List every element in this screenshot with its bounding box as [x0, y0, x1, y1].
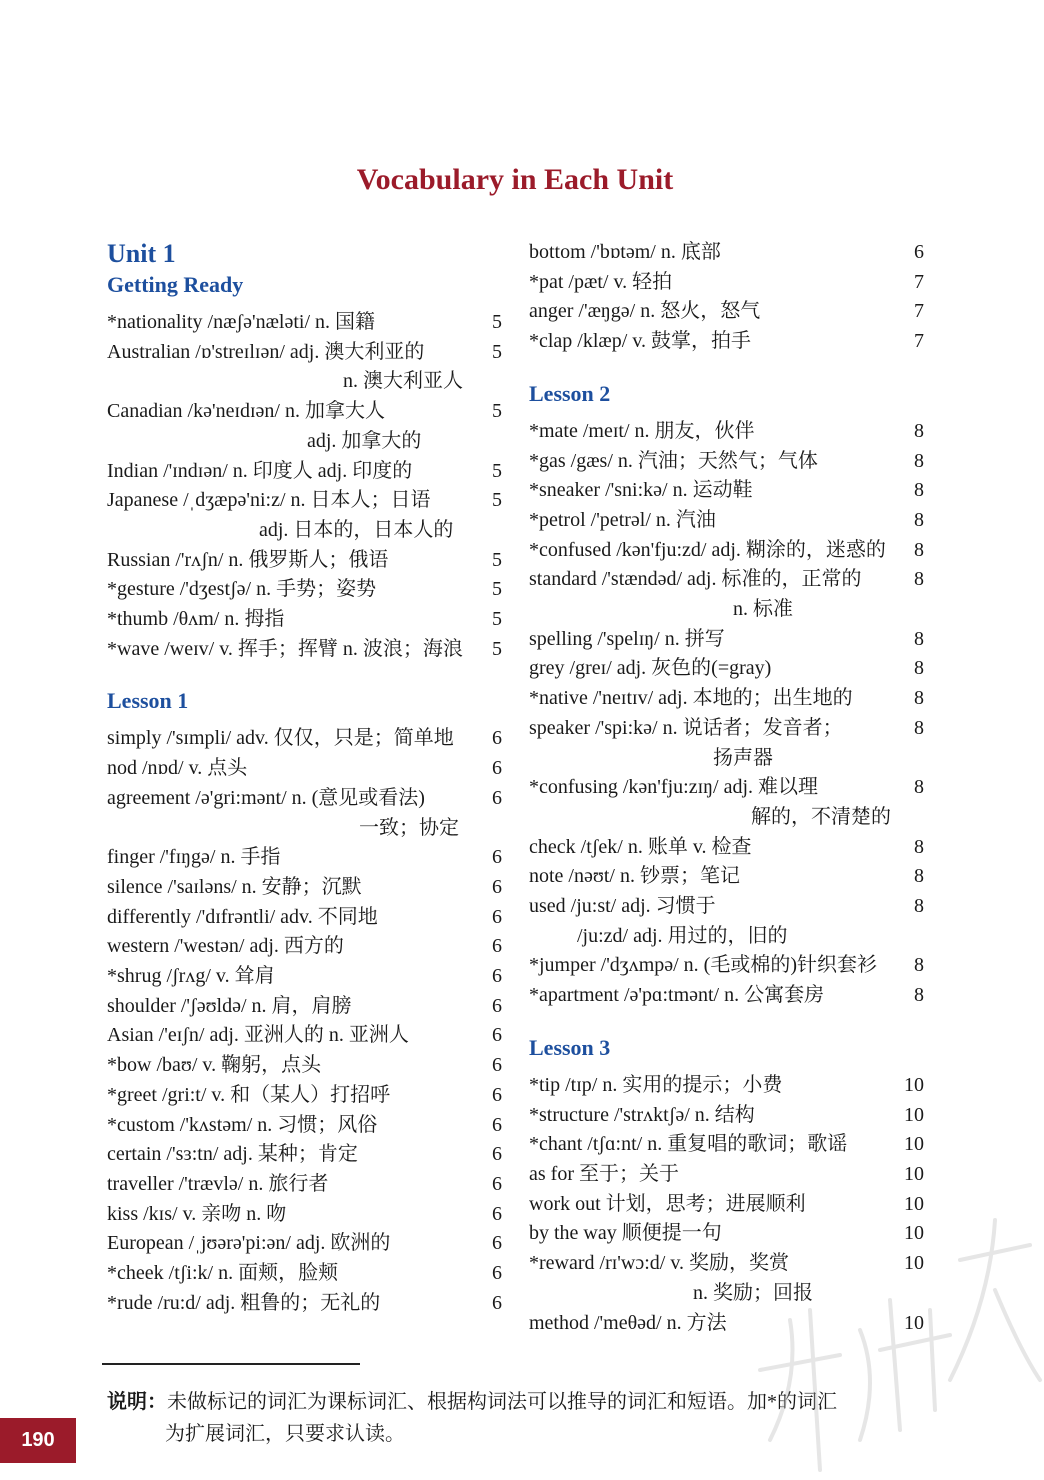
section-heading: Lesson 3	[529, 1034, 611, 1060]
vocab-entry	[107, 754, 502, 784]
vocab-word-definition: simply /'sɪmpli/ adv. 仅仅，只是；简单地	[107, 727, 454, 750]
vocab-word-definition: certain /'sɜ:tn/ adj. 某种；肯定	[107, 1143, 358, 1166]
vocab-entry	[107, 784, 502, 843]
section-heading: Lesson 2	[529, 380, 611, 406]
vocab-entry	[107, 1111, 502, 1141]
vocab-word-definition: *chant /tʃɑ:nt/ n. 重复唱的歌词；歌谣	[529, 1133, 848, 1156]
vocab-list	[529, 417, 924, 1011]
vocab-word-definition: *pat /pæt/ v. 轻拍	[529, 270, 673, 293]
vocab-entry	[107, 992, 502, 1022]
unit-heading: Unit 1	[107, 239, 176, 268]
vocab-word-definition: Australian /ɒ'streɪlɪən/ adj. 澳大利亚的	[107, 340, 425, 363]
vocab-entry	[107, 724, 502, 754]
vocab-word-definition: agreement /ə'gri:mənt/ n. (意见或看法)	[107, 786, 425, 809]
vocab-page-ref: 5	[492, 459, 502, 482]
footnote-line-1: 未做标记的词汇为课标词汇、根据构词法可以推导的词汇和短语。加*的词汇	[167, 1391, 837, 1413]
vocab-word-definition: *petrol /'petrəl/ n. 汽油	[529, 508, 716, 531]
vocab-definition-continued: 解的，不清楚的	[751, 805, 891, 828]
vocab-word-definition: spelling /'spelɪŋ/ n. 拼写	[529, 627, 725, 650]
vocab-word-definition: *thumb /θʌm/ n. 拇指	[107, 608, 285, 631]
vocab-entry	[529, 981, 924, 1011]
vocab-column-left	[107, 238, 502, 1319]
vocab-definition-continued: 扬声器	[713, 746, 773, 769]
vocab-page-ref: 8	[914, 865, 924, 888]
vocab-entry	[529, 476, 924, 506]
vocab-entry	[107, 308, 502, 338]
vocab-page-ref: 5	[492, 400, 502, 423]
footnote-label: 说明：	[107, 1391, 167, 1413]
vocab-word-definition: *bow /baʊ/ v. 鞠躬，点头	[107, 1054, 322, 1077]
vocab-word-definition: *nationality /næʃə'næləti/ n. 国籍	[107, 311, 376, 333]
vocab-entry	[107, 1081, 502, 1111]
vocab-word-definition: by the way 顺便提一句	[529, 1222, 722, 1245]
vocab-entry	[107, 903, 502, 933]
vocab-entry	[529, 536, 924, 566]
vocab-definition-continued: 一致；协定	[359, 816, 459, 839]
vocab-page-ref: 10	[904, 1162, 924, 1185]
vocab-word-definition: *rude /ru:d/ adj. 粗鲁的；无礼的	[107, 1291, 381, 1314]
vocab-page-ref: 6	[914, 241, 924, 263]
vocab-page-ref: 6	[492, 875, 502, 898]
vocab-word-definition: *confused /kən'fju:zd/ adj. 糊涂的，迷惑的	[529, 538, 886, 561]
vocab-entry	[529, 654, 924, 684]
left-sections	[107, 270, 502, 1319]
vocab-page-ref: 8	[914, 627, 924, 650]
vocab-page-ref: 6	[492, 1054, 502, 1077]
vocab-page-ref: 8	[914, 657, 924, 680]
vocab-word-definition: *apartment /ə'pɑ:tmənt/ n. 公寓套房	[529, 984, 825, 1007]
vocab-page-ref: 7	[914, 330, 924, 353]
vocab-entry	[107, 1170, 502, 1200]
vocab-entry	[107, 932, 502, 962]
vocab-word-definition: *jumper /'dʒʌmpə/ n. (毛或棉的)针织套衫	[529, 954, 877, 977]
vocab-page-ref: 6	[492, 786, 502, 809]
vocab-entry	[107, 962, 502, 992]
vocab-entry	[107, 397, 502, 456]
vocab-page-ref: 6	[492, 1172, 502, 1195]
vocab-word-definition: *sneaker /'sni:kə/ n. 运动鞋	[529, 479, 753, 502]
vocab-word-definition: *gas /gæs/ n. 汽油；天然气；气体	[529, 449, 818, 472]
vocab-entry	[107, 1200, 502, 1230]
vocab-word-definition: *native /'neɪtɪv/ adj. 本地的；出生地的	[529, 687, 853, 710]
vocab-word-definition: *clap /klæp/ v. 鼓掌，拍手	[529, 330, 752, 353]
vocab-entry	[529, 1101, 924, 1131]
vocab-page-ref: 8	[914, 835, 924, 858]
vocab-entry	[107, 486, 502, 545]
vocab-page-ref: 10	[904, 1192, 924, 1215]
vocab-word-definition: silence /'saɪləns/ n. 安静；沉默	[107, 875, 362, 898]
right-sections	[529, 238, 924, 1338]
vocab-word-definition: as for 至于；关于	[529, 1162, 679, 1185]
vocab-word-definition: speaker /'spi:kə/ n. 说话者；发音者；	[529, 716, 843, 739]
vocab-page-ref: 6	[492, 1083, 502, 1106]
vocab-page-ref: 6	[492, 935, 502, 958]
vocab-page-ref: 8	[914, 716, 924, 739]
vocab-word-definition: shoulder /'ʃəʊldə/ n. 肩，肩膀	[107, 994, 352, 1017]
vocab-entry	[107, 1259, 502, 1289]
vocab-page-ref: 6	[492, 1024, 502, 1047]
vocab-page-ref: 8	[914, 508, 924, 531]
vocab-word-definition: method /'meθəd/ n. 方法	[529, 1311, 727, 1334]
vocab-word-definition: *custom /'kʌstəm/ n. 习惯；风俗	[107, 1113, 378, 1136]
vocab-word-definition: *confusing /kən'fju:zɪŋ/ adj. 难以理	[529, 776, 819, 799]
vocab-entry	[529, 238, 924, 268]
vocab-list	[107, 724, 502, 1318]
vocab-word-definition: Russian /'rʌʃn/ n. 俄罗斯人；俄语	[107, 548, 389, 571]
vocab-word-definition: European /ˌjʊərə'pi:ən/ adj. 欧洲的	[107, 1232, 391, 1255]
vocab-word-definition: Canadian /kə'neɪdɪən/ n. 加拿大人	[107, 400, 385, 423]
vocab-page-ref: 6	[492, 1143, 502, 1166]
vocab-definition-continued: n. 澳大利亚人	[343, 370, 463, 393]
vocab-page-ref: 5	[492, 548, 502, 571]
vocab-word-definition: *mate /meɪt/ n. 朋友，伙伴	[529, 419, 755, 442]
vocab-entry	[529, 892, 924, 951]
vocab-page-ref: 6	[492, 757, 502, 780]
vocab-word-definition: *greet /gri:t/ v. 和（某人）打招呼	[107, 1083, 391, 1106]
vocab-entry	[529, 625, 924, 655]
vocab-word-definition: grey /greɪ/ adj. 灰色的(=gray)	[529, 657, 772, 680]
vocab-word-definition: work out 计划，思考；进展顺利	[529, 1192, 806, 1215]
vocab-entry	[529, 862, 924, 892]
vocab-entry	[107, 873, 502, 903]
page-number-tab: 190	[0, 1418, 76, 1463]
vocab-page-ref: 7	[914, 300, 924, 323]
vocab-page-ref: 8	[914, 776, 924, 799]
vocab-page-ref: 6	[492, 846, 502, 869]
vocab-word-definition: Asian /'eɪʃn/ adj. 亚洲人的 n. 亚洲人	[107, 1024, 409, 1047]
vocab-word-definition: *cheek /tʃi:k/ n. 面颊，脸颊	[107, 1262, 339, 1285]
vocab-entry	[107, 1289, 502, 1319]
vocab-page-ref: 10	[904, 1133, 924, 1156]
vocab-entry	[529, 951, 924, 981]
vocab-word-definition: *shrug /ʃrʌg/ v. 耸肩	[107, 965, 275, 988]
vocab-word-definition: *structure /'strʌktʃə/ n. 结构	[529, 1103, 755, 1126]
vocab-page-ref: 6	[492, 965, 502, 988]
vocab-word-definition: anger /'æŋgə/ n. 怒火，怒气	[529, 300, 761, 323]
vocab-page-ref: 6	[492, 1202, 502, 1225]
vocab-page-ref: 6	[492, 1262, 502, 1285]
vocab-entry	[107, 1229, 502, 1259]
vocab-definition-continued: n. 标准	[733, 598, 793, 621]
vocab-entry	[529, 1130, 924, 1160]
vocab-page-ref: 5	[492, 489, 502, 512]
vocab-entry	[529, 833, 924, 863]
vocab-entry	[107, 457, 502, 487]
vocab-page-ref: 8	[914, 419, 924, 442]
vocab-entry	[529, 1071, 924, 1101]
vocab-entry	[107, 546, 502, 576]
vocab-page-ref: 10	[904, 1103, 924, 1126]
watermark-logo	[730, 1180, 1044, 1480]
vocab-definition-continued: n. 奖励；回报	[693, 1281, 813, 1304]
vocab-page-ref: 5	[492, 637, 502, 660]
vocab-page-ref: 6	[492, 1291, 502, 1314]
vocab-entry	[107, 1140, 502, 1170]
section-heading: Lesson 1	[107, 688, 189, 714]
vocab-page-ref: 10	[904, 1222, 924, 1245]
vocab-page-ref: 6	[492, 994, 502, 1017]
vocab-entry	[529, 506, 924, 536]
vocab-definition-continued: adj. 日本的，日本人的	[259, 518, 454, 541]
page-title: Vocabulary in Each Unit	[356, 163, 674, 196]
vocab-page-ref: 7	[914, 270, 924, 293]
vocab-entry	[529, 684, 924, 714]
vocab-word-definition: note /nəʊt/ n. 钞票；笔记	[529, 865, 740, 888]
vocab-entry	[107, 1021, 502, 1051]
vocab-page-ref: 6	[492, 727, 502, 750]
vocab-word-definition: *wave /weɪv/ v. 挥手；挥臂 n. 波浪；海浪	[107, 637, 463, 660]
footnote-line-2: 为扩展词汇，只要求认读。	[165, 1423, 405, 1445]
vocab-page-ref: 8	[914, 954, 924, 977]
vocab-entry	[529, 773, 924, 832]
vocab-page-ref: 5	[492, 311, 502, 333]
vocab-page-ref: 6	[492, 905, 502, 928]
footnote-divider	[102, 1363, 360, 1365]
vocab-word-definition: standard /'stændəd/ adj. 标准的，正常的	[529, 568, 862, 591]
vocab-entry	[529, 565, 924, 624]
vocab-word-definition: Indian /'ɪndɪən/ n. 印度人 adj. 印度的	[107, 459, 413, 482]
vocab-entry	[107, 605, 502, 635]
vocab-word-definition: traveller /'trævlə/ n. 旅行者	[107, 1172, 329, 1195]
vocab-page-ref: 8	[914, 984, 924, 1007]
vocab-word-definition: kiss /kɪs/ v. 亲吻 n. 吻	[107, 1202, 287, 1225]
vocab-word-definition: finger /'fɪŋgə/ n. 手指	[107, 846, 281, 869]
vocab-page-ref: 5	[492, 578, 502, 601]
vocab-definition-continued: /ju:zd/ adj. 用过的，旧的	[577, 924, 788, 947]
vocab-page-ref: 8	[914, 538, 924, 561]
vocab-definition-continued: adj. 加拿大的	[307, 429, 422, 452]
vocab-word-definition: Japanese /ˌdʒæpə'ni:z/ n. 日本人；日语	[107, 489, 431, 512]
vocab-word-definition: bottom /'bɒtəm/ n. 底部	[529, 241, 721, 263]
vocab-entry	[529, 297, 924, 327]
vocab-word-definition: western /'westən/ adj. 西方的	[107, 935, 344, 958]
vocab-entry	[529, 327, 924, 357]
vocab-page-ref: 6	[492, 1232, 502, 1255]
section-heading: Getting Ready	[107, 272, 244, 297]
vocab-word-definition: used /ju:st/ adj. 习惯于	[529, 895, 716, 918]
vocab-page-ref: 10	[904, 1311, 924, 1334]
vocab-page-ref: 5	[492, 608, 502, 631]
vocab-entry	[529, 447, 924, 477]
vocab-column-right	[529, 238, 924, 1338]
vocab-list	[107, 308, 502, 664]
vocab-entry	[107, 635, 502, 665]
vocab-word-definition: nod /nɒd/ v. 点头	[107, 757, 248, 780]
vocab-page-ref: 8	[914, 479, 924, 502]
vocab-entry	[107, 338, 502, 397]
vocab-page-ref: 8	[914, 687, 924, 710]
vocab-list	[529, 238, 924, 357]
vocab-entry	[529, 714, 924, 773]
vocab-word-definition: check /tʃek/ n. 账单 v. 检查	[529, 835, 752, 858]
vocab-word-definition: *reward /rɪ'wɔ:d/ v. 奖励，奖赏	[529, 1252, 790, 1275]
vocab-entry	[107, 1051, 502, 1081]
vocab-page-ref: 8	[914, 449, 924, 472]
vocab-word-definition: *gesture /'dʒestʃə/ n. 手势；姿势	[107, 578, 377, 601]
vocab-entry	[107, 575, 502, 605]
vocab-entry	[529, 268, 924, 298]
vocab-word-definition: differently /'dɪfrəntli/ adv. 不同地	[107, 905, 378, 928]
vocab-page-ref: 8	[914, 568, 924, 591]
vocab-entry	[107, 843, 502, 873]
vocab-page-ref: 5	[492, 340, 502, 363]
vocab-page-ref: 10	[904, 1252, 924, 1275]
vocab-entry	[529, 417, 924, 447]
vocab-page-ref: 6	[492, 1113, 502, 1136]
vocab-page-ref: 10	[904, 1073, 924, 1096]
vocab-word-definition: *tip /tɪp/ n. 实用的提示；小费	[529, 1073, 783, 1096]
vocab-page-ref: 8	[914, 895, 924, 918]
